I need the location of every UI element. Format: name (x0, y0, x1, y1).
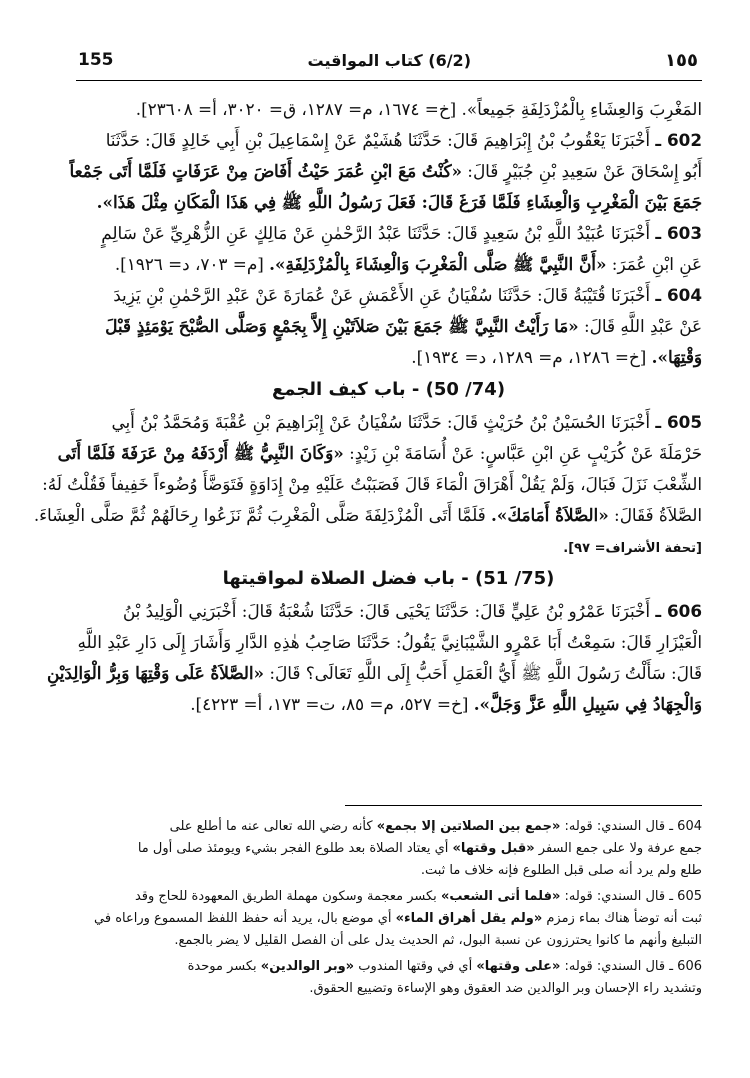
text-line (69, 156, 702, 187)
footnote-quote: «وبر الوالدين» (260, 959, 355, 974)
text-line (75, 311, 702, 342)
footnotes (80, 816, 702, 1000)
main-text (33, 94, 702, 720)
text-line (75, 249, 702, 280)
isnad-text: الْعَيْزَارِ قَالَ: سَمِعْتُ أَبَا عَمْرٍو الشَّيْبَانِيَّ يَقُولُ: حَدَّثَنَا صَاحِبُ هٰذِهِ الدَّارِ وَأَشَارَ إِلَى دَارِ عَبْدِ اللَّهِ (77, 632, 702, 652)
isnad-text: أَخْبَرَنَا عُبَيْدُ اللَّهِ بْنُ سَعِيدٍ قَالَ: حَدَّثَنَا عَبْدُ الرَّحْمٰنِ عَنْ مَالِكٍ عَنِ الزُّهْرِيِّ عَنْ سَالِمٍ (101, 223, 651, 243)
isnad-text: عَنْ عَبْدِ اللَّهِ قَالَ: (584, 316, 702, 336)
isnad-text: أَبُو إِسْحَاقَ عَنْ سَعِيدِ بْنِ جُبَيْرٍ قَالَ: (467, 161, 702, 181)
text-line (75, 94, 702, 125)
isnad-text: أَخْبَرَنَا قُتَيْبَةُ قَالَ: حَدَّثَنَا سُفْيَانُ عَنِ الأَعْمَشِ عَنْ عُمَارَةَ عَنْ عَبْدِ الرَّحْمٰنِ بْنِ يَزِيدَ (113, 285, 651, 305)
isnad-text: عَنِ ابْنِ عُمَرَ: (611, 254, 702, 274)
hadith-number: 603 ـ (655, 223, 702, 243)
page-number-latin: 155 (78, 50, 114, 70)
reference: [خ= ٥٢٧، م= ٨٥، ت= ١٧٣، أ= ٤٢٢٣]. (190, 694, 469, 714)
matn-text-quote: «الصَّلاَةُ عَلَى وَقْتِهَا وَبِرُّ الْوَالِدَيْنِ (46, 663, 265, 683)
footnote-text: ثبت أنه توضأ هناك بماء زمزم (546, 911, 702, 926)
chapter-heading: (74/ 50) - باب كيف الجمع (271, 379, 506, 400)
matn-text: فَلَمَّا أَتَى الْمُزْدَلِفَةَ صَلَّى الْمَغْرِبَ ثُمَّ نَزَعُوا رِحَالَهُمْ ثُمَّ صَلَّى الْعِشَاءَ. (33, 505, 486, 525)
footnote-604 (80, 816, 702, 838)
footnote-text: التبليغ وأنهم ما كانوا يحترزون عن نسبة البول، ثم الحديث يدل على أن الفصل القليل لا يضر بالجمع. (174, 933, 702, 948)
matn-text: جَمَعَ بَيْنَ الْمَغْرِبِ وَالْعِشَاءِ فَلَمَّا فَرَغَ قَالَ: فَعَلَ رَسُولُ اللَّهِ ﷺ فِي هَذَا الْمَكَانِ مِثْلَ هَذَا». (96, 192, 702, 212)
footnote-text: بكسر موحدة (187, 959, 257, 974)
footnote-text: جمع عرفة ولا على جمع السفر (538, 841, 702, 856)
text-line (75, 689, 702, 720)
footnote-line (80, 930, 702, 952)
matn-text: «كُنْتُ مَعَ ابْنِ عُمَرَ حَيْثُ أَفَاضَ مِنْ عَرَفَاتٍ فَلَمَّا أَتَى جَمْعاً (69, 161, 462, 181)
text-line (46, 658, 702, 689)
text-line (57, 438, 702, 469)
hadith-number: 606 ـ (655, 601, 702, 621)
matn-text: الشِّعْبَ نَزَلَ فَبَالَ، وَلَمْ يَقُلْ أَهْرَاقَ الْمَاءَ قَالَ فَصَبَبْتُ عَلَيْهِ مِنْ إِدَاوَةٍ فَتَوَضَّأَ وُضُوءاً خَفِيفاً فَقُلْتُ لَهُ: (42, 474, 702, 494)
hadith-number: 602 ـ (655, 130, 702, 150)
footnote-text: 605 ـ قال السندي: قوله: (564, 889, 702, 904)
footnote-text: كأنه رضي الله تعالى عنه ما أطلع على (169, 819, 373, 834)
hadith-number: 604 ـ (655, 285, 702, 305)
footnote-line (80, 908, 702, 930)
footnote-text: 604 ـ قال السندي: قوله: (564, 819, 702, 834)
footnote-text: بكسر معجمة وسكون مهملة الطريق المعهودة للحاج وقد (134, 889, 437, 904)
text-line (42, 469, 702, 500)
matn-text-quote: «الصَّلاَةُ أَمَامَكَ». (491, 505, 609, 525)
footnote-text: 606 ـ قال السندي: قوله: (564, 959, 702, 974)
footnote-606 (80, 956, 702, 978)
text-line (75, 187, 702, 218)
header-divider (76, 80, 702, 81)
isnad-text: حَرْمَلَةَ عَنْ كُرَيْبٍ عَنِ ابْنِ عَبَّاسٍ: عَنْ أُسَامَةَ بْنِ زَيْدٍ: (349, 443, 702, 463)
footnote-605 (80, 886, 702, 908)
hadith-606 (75, 596, 702, 627)
matn-text: «مَا رَأَيْتُ النَّبِيَّ ﷺ جَمَعَ بَيْنَ صَلاَتَيْنِ إِلاَّ بِجَمْعٍ وَصَلَّى الصُّبْحَ يَوْمَئِذٍ قَبْلَ (105, 316, 579, 336)
footnote-quote: «ولم يقل أهراق الماء» (395, 911, 543, 926)
footnote-text: أي في وقتها المندوب (358, 959, 473, 974)
text-line (75, 342, 702, 373)
page-header (78, 46, 698, 74)
reference: [تحفة الأشراف= ٩٧]. (563, 541, 702, 556)
matn-text: «وَكَانَ النَّبِيُّ ﷺ أَرْدَفَهُ مِنْ عَرَفَةَ فَلَمَّا أَتَى (57, 443, 344, 463)
text-line (75, 627, 702, 658)
footnote-line (80, 838, 702, 860)
running-title: (6/2) كتاب المواقيت (307, 50, 471, 70)
text-line (33, 500, 702, 531)
reference: [خ= ١٢٨٦، م= ١٢٨٩، د= ١٩٣٤]. (411, 347, 647, 367)
hadith-602 (75, 125, 702, 156)
matn-text-quote: وَالْجِهَادُ فِي سَبِيلِ اللَّهِ عَزَّ وَجَلَّ». (473, 694, 702, 714)
footnote-quote: «جمع بين الصلاتين إلا بجمع» (376, 819, 561, 834)
matn-text: وَقْتِهَا». (651, 347, 702, 367)
matn-text: قَالَ: سَأَلْتُ رَسُولَ اللَّهِ ﷺ أَيُّ الْعَمَلِ أَحَبُّ إِلَى اللَّهِ تَعَالَى؟ قَالَ: (269, 663, 702, 683)
footnote-line (80, 978, 702, 1000)
chapter-heading: (75/ 51) - باب فضل الصلاة لمواقيتها (222, 568, 555, 589)
hadith-603 (75, 218, 702, 249)
isnad-text: أَخْبَرَنَا يَعْقُوبُ بْنُ إِبْرَاهِيمَ قَالَ: حَدَّثَنَا هُشَيْمٌ عَنْ إِسْمَاعِيلَ بْنِ أَبِي خَالِدٍ قَالَ: حَدَّثَنَا (105, 130, 651, 150)
hadith-number: 605 ـ (655, 412, 702, 432)
hadith-605 (75, 407, 702, 438)
footnote-text: طلع ولم يرد أنه صلى قبل الطلوع فإنه خلاف ما ثبت. (420, 863, 702, 878)
footnote-text: أي يعتاد الصلاة بعد طلوع الفجر بشيء ويومئذ صلى أول ما (137, 841, 449, 856)
footnote-quote: «قبل وقتها» (452, 841, 535, 856)
footnote-quote: «على وقتها» (476, 959, 561, 974)
footnote-text: أي موضع بال، يريد أنه حفظ اللفظ المسموع وراعاه في (94, 911, 392, 926)
matn-text: الصَّلاَةُ فَقَالَ: (614, 505, 702, 525)
footnote-divider (345, 805, 702, 806)
isnad-text: أَخْبَرَنَا الحُسَيْنُ بْنُ حُرَيْثٍ قَالَ: حَدَّثَنَا سُفْيَانُ عَنْ إِبْرَاهِيمَ بْنِ عُقْبَةَ وَمُحَمَّدُ بْنُ أَبِي (111, 412, 651, 432)
hadith-604 (75, 280, 702, 311)
matn-text: «أَنَّ النَّبِيَّ ﷺ صَلَّى الْمَغْرِبَ وَالْعِشَاءَ بِالْمُزْدَلِفَةِ». (269, 254, 607, 274)
footnote-line (80, 860, 702, 882)
footnote-quote: «فلما أتى الشعب» (440, 889, 561, 904)
reference: [م= ٧٠٣، د= ١٩٢٦]. (114, 254, 264, 274)
text-line (75, 531, 702, 562)
page-number-arabic: ١٥٥ (665, 49, 698, 71)
footnote-text: وتشديد راء الإحسان وبر الوالدين ضد العقوق وهو الإساءة وتضييع الحقوق. (309, 981, 702, 996)
hadith-601-end: المَغْرِبَ وَالعِشَاءِ بِالْمُزْدَلِفَةِ جَمِيعاً». [خ= ١٦٧٤، م= ١٢٨٧، ق= ٣٠٢٠، أ= ٢٣٦٠٨]. (135, 99, 702, 119)
isnad-text: أَخْبَرَنَا عَمْرُو بْنُ عَلِيٍّ قَالَ: حَدَّثَنَا يَحْيَى قَالَ: حَدَّثَنَا شُعْبَةُ قَالَ: أَخْبَرَنِي الْوَلِيدُ بْنُ (122, 601, 651, 621)
